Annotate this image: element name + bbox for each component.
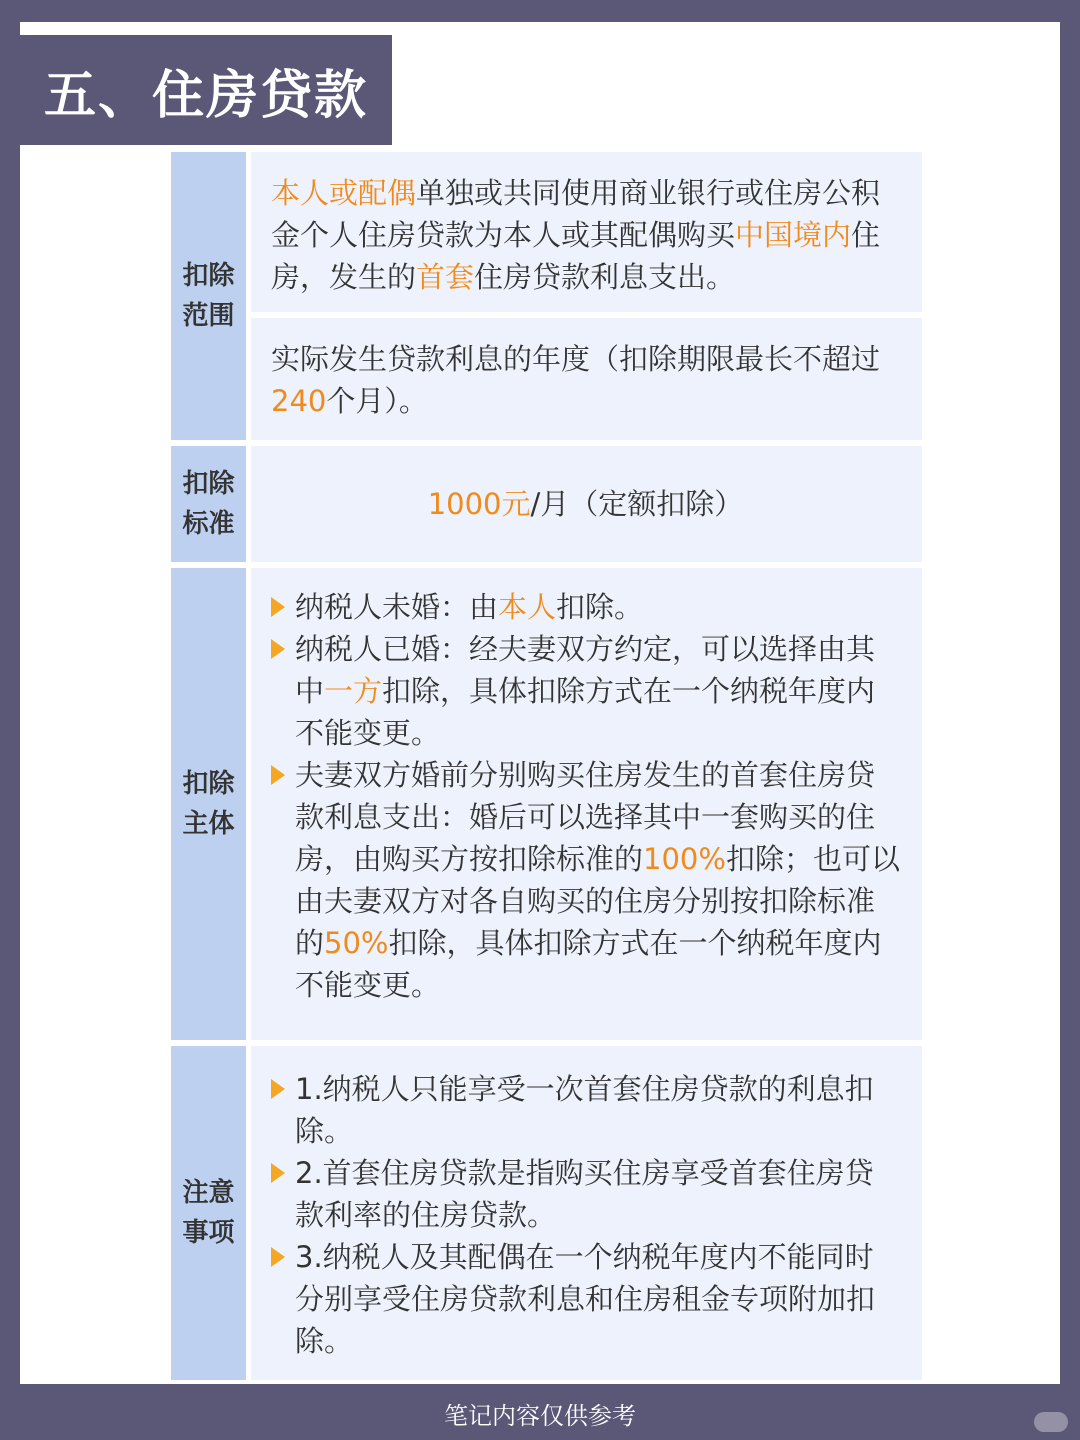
text: 扣除；也可以由夫妻双方对各自购买的住房分别按扣除标准的 <box>295 842 900 960</box>
label-line: 扣除 <box>182 469 235 499</box>
label-line: 事项 <box>182 1218 235 1248</box>
text: 3.纳税人及其配偶在一个纳税年度内不能同时分别享受住房贷款利息和住房租金专项附加扣除。 <box>295 1240 876 1358</box>
label-line: 注意 <box>182 1178 235 1208</box>
bullet-triangle-icon <box>271 1247 285 1267</box>
list-item <box>271 628 900 754</box>
list-item <box>271 754 900 1006</box>
scope-cell <box>251 152 922 312</box>
label-line: 标准 <box>182 509 235 539</box>
list-item <box>271 1236 900 1362</box>
row-subject <box>171 568 922 1040</box>
highlight-text: 首套 <box>416 260 475 294</box>
notes-cell <box>251 1046 922 1380</box>
standard-cell <box>251 446 922 562</box>
list-item <box>271 1152 900 1236</box>
row-notes <box>171 1046 922 1380</box>
row-label <box>171 446 246 562</box>
bullet-triangle-icon <box>271 765 285 785</box>
bullet-triangle-icon <box>271 639 285 659</box>
row-scope <box>171 152 922 440</box>
row-standard <box>171 446 922 562</box>
label-line: 范围 <box>182 301 235 331</box>
highlight-text: 50% <box>324 926 389 960</box>
label-line: 扣除 <box>182 769 235 799</box>
text: 住房，发生的 <box>271 218 881 294</box>
text: 纳税人已婚：经夫妻双方约定，可以选择由其中 <box>295 632 876 708</box>
text: 扣除，具体扣除方式在一个纳税年度内不能变更。 <box>295 926 882 1002</box>
highlight-text: 100% <box>643 842 726 876</box>
text: /月（定额扣除） <box>530 487 744 521</box>
label-line: 主体 <box>182 809 235 839</box>
bullet-triangle-icon <box>271 597 285 617</box>
row-label <box>171 568 246 1040</box>
text: 住房贷款利息支出。 <box>474 260 736 294</box>
text: 扣除。 <box>556 590 644 624</box>
label-line: 扣除 <box>182 261 235 291</box>
subject-cell <box>251 568 922 1040</box>
text: 单独或共同使用商业银行或住房公积金个人住房贷款为本人或其配偶购买 <box>271 176 881 252</box>
bullet-triangle-icon <box>271 1079 285 1099</box>
text: 实际发生贷款利息的年度（扣除期限最长不超过 <box>271 342 881 376</box>
highlight-text: 240 <box>271 384 327 418</box>
highlight-text: 本人 <box>498 590 557 624</box>
list-item <box>271 1068 900 1152</box>
text: 扣除，具体扣除方式在一个纳税年度内不能变更。 <box>295 674 876 750</box>
page-title: 五、住房贷款 <box>20 35 392 145</box>
info-table <box>171 152 922 1386</box>
text: 2.首套住房贷款是指购买住房享受首套住房贷款利率的住房贷款。 <box>295 1156 874 1232</box>
row-label <box>171 152 246 440</box>
row-label <box>171 1046 246 1380</box>
text: 纳税人未婚：由 <box>295 590 499 624</box>
text: 个月）。 <box>326 384 428 418</box>
text: 1.纳税人只能享受一次首套住房贷款的利息扣除。 <box>295 1072 874 1148</box>
highlight-text: 中国境内 <box>735 218 852 252</box>
footer-note: 笔记内容仅供参考 <box>444 1402 636 1430</box>
watermark-badge <box>1034 1412 1068 1432</box>
highlight-text: 本人或配偶 <box>271 176 417 210</box>
highlight-text: 一方 <box>324 674 383 708</box>
list-item <box>271 586 900 628</box>
text: 夫妻双方婚前分别购买住房发生的首套住房贷款利息支出：婚后可以选择其中一套购买的住房，由购买方按扣除标准的 <box>295 758 876 876</box>
highlight-text: 1000元 <box>427 487 531 521</box>
period-cell <box>251 318 922 440</box>
bullet-triangle-icon <box>271 1163 285 1183</box>
